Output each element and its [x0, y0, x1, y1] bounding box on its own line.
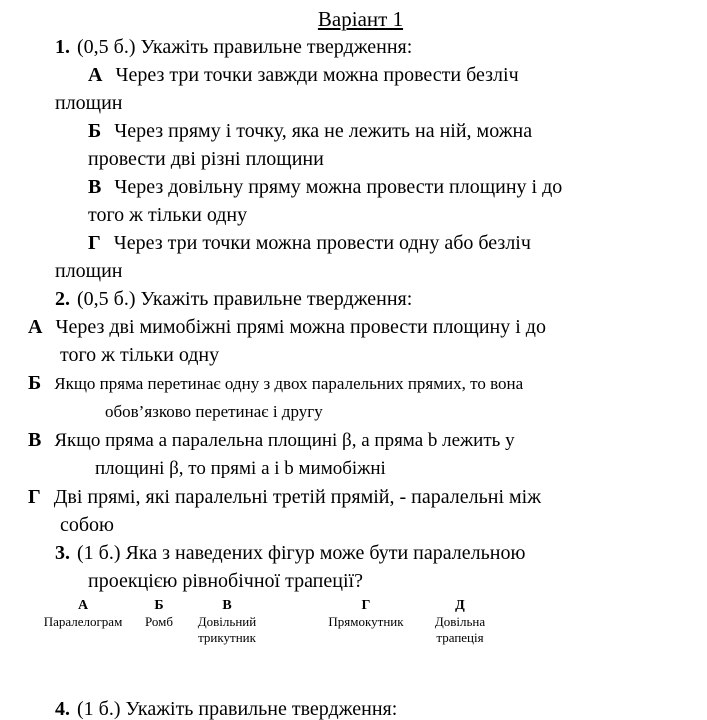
q1-option-a-text: Через три точки завжди можна провести безліч — [115, 64, 519, 86]
q2-option-v-letter: В — [28, 429, 42, 451]
q2-option-v-text: Якщо пряма a паралельна площині β, а пряма b лежить у — [54, 430, 515, 451]
q2-option-a-line1 — [28, 313, 693, 341]
q2-option-a-line2: того ж тільки одну — [60, 344, 220, 366]
q1-option-b-letter: Б — [88, 120, 102, 142]
q1-option-g-line2: площин — [55, 260, 123, 282]
question-3-number: 3. — [55, 542, 70, 564]
q3-answer-b — [136, 597, 182, 646]
q3-answer-g-label: Прямокутник — [328, 614, 404, 629]
question-3-prompt-line2: проекцією рівнобічної трапеції? — [88, 570, 363, 592]
clipped-next-question-line — [55, 698, 693, 720]
q1-option-v-line1 — [88, 173, 693, 201]
q2-option-a-letter: А — [28, 316, 43, 338]
q3-answer-g — [310, 597, 422, 646]
q2-option-v-line2: площині β, то прямі a і b мимобіжні — [95, 458, 386, 479]
q2-option-g-line1 — [28, 483, 693, 511]
q3-answer-b-letter: Б — [154, 598, 164, 613]
q1-option-b-text: Через пряму і точку, яка не лежить на ній, можна — [114, 120, 533, 142]
question-3-prompt: (1 б.) Яка з наведених фігур може бути паралельною — [77, 542, 526, 564]
q3-answer-d-label: Довільна трапеція — [434, 614, 486, 645]
q2-option-v-line1 — [28, 426, 693, 455]
question-2-header — [55, 285, 693, 313]
q2-option-g-letter: Г — [28, 486, 41, 508]
q2-option-b-text: Якщо пряма перетинає одну з двох паралельних прямих, то вона — [54, 374, 524, 393]
question-2-number: 2. — [55, 288, 70, 310]
q3-answer-d — [422, 597, 498, 646]
clipped-question-text: (1 б.) Укажіть правильне твердження: — [77, 698, 398, 720]
q1-option-b-line2: провести дві різні площини — [88, 148, 324, 170]
question-3-header — [55, 539, 693, 567]
question-1-prompt: (0,5 б.) Укажіть правильне твердження: — [77, 36, 413, 58]
question-1-header — [55, 33, 693, 61]
q1-option-g-letter: Г — [88, 232, 101, 254]
q2-option-g-text: Дві прямі, які паралельні третій прямій, - паралельні між — [53, 486, 542, 508]
question-2-prompt: (0,5 б.) Укажіть правильне твердження: — [77, 288, 413, 310]
page-title-text: Варіант 1 — [317, 7, 404, 31]
q1-option-v-line2: того ж тільки одну — [88, 204, 248, 226]
q3-answer-a-letter: А — [77, 598, 89, 613]
clipped-question-number: 4. — [55, 698, 70, 720]
q3-answer-v — [182, 597, 272, 646]
q2-option-b-line2: обов’язково перетинає і другу — [105, 402, 323, 421]
q1-option-g-line1 — [88, 229, 693, 257]
q1-option-a-letter: А — [88, 64, 103, 86]
q3-answer-b-label: Ромб — [145, 614, 173, 629]
q1-option-a-line1 — [88, 61, 693, 89]
q3-answer-a — [30, 597, 136, 646]
question-3-answers-row — [30, 597, 693, 646]
q2-option-g-line2: собою — [60, 514, 114, 536]
q1-option-v-letter: В — [88, 176, 102, 198]
q2-option-b-letter: Б — [28, 372, 42, 394]
q3-answer-v-letter: В — [222, 598, 232, 613]
q1-option-a-line2: площин — [55, 92, 123, 114]
question-1-number: 1. — [55, 36, 70, 58]
q3-answer-d-letter: Д — [455, 598, 465, 613]
q3-answer-g-letter: Г — [361, 598, 371, 613]
clipped-next-question — [28, 698, 693, 720]
page-title — [28, 5, 693, 33]
q2-option-b-line1 — [28, 369, 693, 398]
q1-option-g-text: Через три точки можна провести одну або безліч — [113, 232, 531, 254]
q1-option-v-text: Через довільну пряму можна провести площину і до — [114, 176, 563, 198]
q3-answer-a-label: Паралелограм — [43, 614, 123, 629]
q1-option-b-line1 — [88, 117, 693, 145]
q3-answer-v-label: Довільний трикутник — [197, 614, 257, 645]
q2-option-a-text: Через дві мимобіжні прямі можна провести площину і до — [55, 316, 546, 338]
